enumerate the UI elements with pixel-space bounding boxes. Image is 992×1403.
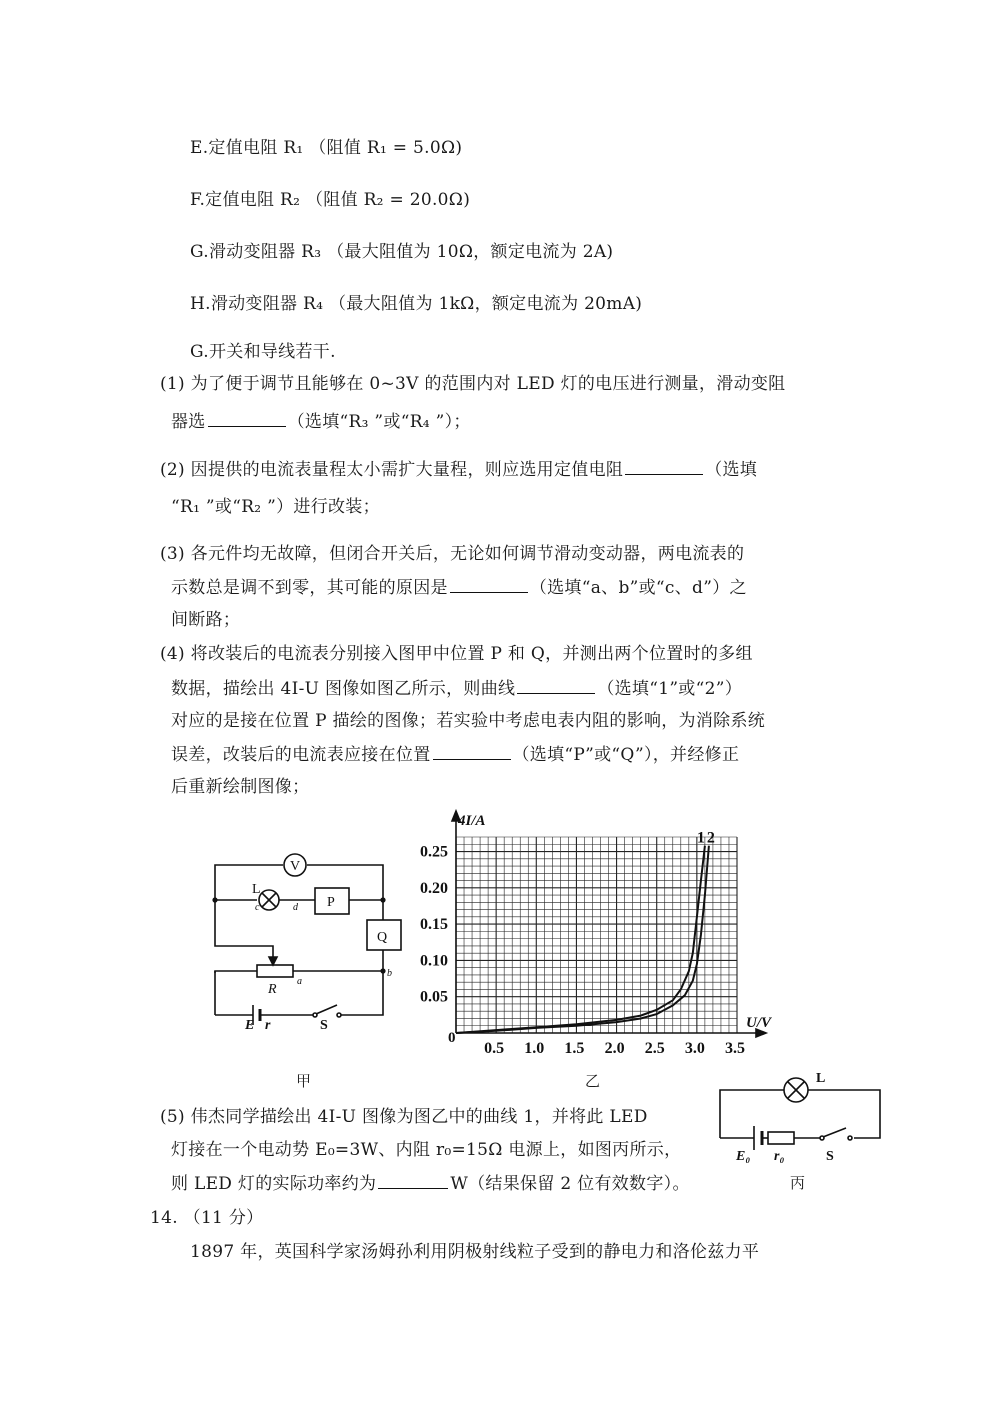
q4-answer-blank-1[interactable] [517, 677, 595, 694]
q5-line3 [171, 1172, 690, 1195]
label-d: d [293, 902, 298, 913]
item-F: F.定值电阻 R₂ （阻值 R₂ = 20.0Ω) [190, 190, 471, 210]
x-tick-label: 0.5 [484, 1040, 505, 1057]
q4-line3: 对应的是接在位置 P 描绘的图像；若实验中考虑电表内阻的影响，为消除系统 [171, 711, 766, 731]
label-E0: E₀ [736, 1149, 751, 1164]
label-a: a [297, 976, 302, 987]
y-tick-label: 0.10 [420, 952, 448, 970]
item-G2: G.开关和导线若干. [190, 342, 336, 362]
caption-jia: 甲 [296, 1072, 312, 1090]
q1-text-a: 器选 [171, 412, 206, 432]
y-tick-label: 0.25 [420, 843, 448, 861]
label-Q: Q [377, 930, 388, 945]
q4-line5: 后重新绘制图像； [171, 777, 310, 797]
q4-line4 [171, 743, 739, 766]
caption-bing: 丙 [790, 1174, 806, 1192]
q2-line1 [160, 458, 757, 481]
q4-text-b: （选填“1”或“2”） [597, 679, 743, 699]
label-V: V [290, 859, 301, 874]
q4-text-d: （选填“P”或“Q”），并经修正 [512, 745, 740, 765]
q4-text-c: 误差，改装后的电流表应接在位置 [171, 745, 431, 765]
q3-text-a: 示数总是调不到零，其可能的原因是 [171, 578, 448, 598]
q3-line1: (3) 各元件均无故障，但闭合开关后，无论如何调节滑动变动器，两电流表的 [160, 544, 745, 564]
q2-line2: “R₁ ”或“R₂ ”）进行改装； [171, 497, 380, 517]
curve-2 [456, 846, 709, 1033]
curve-label-1: 1 [696, 829, 705, 847]
q4-line2 [171, 677, 742, 700]
q4-answer-blank-2[interactable] [433, 743, 511, 760]
item-E: E.定值电阻 R₁ （阻值 R₁ = 5.0Ω) [190, 138, 463, 158]
label-S: S [320, 1018, 328, 1030]
q5-line2: 灯接在一个电动势 E₀=3W、内阻 r₀=15Ω 电源上，如图丙所示， [171, 1140, 682, 1160]
x-tick-label: 2.0 [604, 1040, 625, 1057]
q2-text-b: （选填 [705, 460, 758, 480]
q1-text-b: （选填“R₃ ”或“R₄ ”）； [287, 412, 471, 432]
x-tick-label: 2.5 [644, 1040, 665, 1057]
x-tick-label: 1.0 [524, 1040, 545, 1057]
y-tick-label: 0.20 [420, 879, 448, 897]
q5-text-a: 则 LED 灯的实际功率约为 [171, 1174, 377, 1194]
curve-1 [456, 846, 705, 1033]
q14-heading: 14. （11 分） [150, 1208, 264, 1228]
q1-line1: (1) 为了便于调节且能够在 0~3V 的范围内对 LED 灯的电压进行测量，滑动变阻 [160, 374, 786, 394]
q3-line2 [171, 576, 747, 599]
q3-text-b: （选填“a、b”或“c、d”）之 [529, 578, 747, 598]
x-tick-label: 3.5 [725, 1040, 745, 1057]
circuit-diagram-jia [205, 845, 405, 1030]
item-H: H.滑动变阻器 R₄ （最大阻值为 1kΩ，额定电流为 20mA) [190, 294, 643, 314]
label-L: L [252, 882, 261, 897]
q2-text-a: (2) 因提供的电流表量程太小需扩大量程，则应选用定值电阻 [160, 460, 624, 480]
q3-line3: 间断路； [171, 610, 241, 630]
q1-answer-blank[interactable] [208, 410, 286, 427]
label-r: r [265, 1018, 271, 1030]
x-tick-label: 1.5 [564, 1040, 585, 1057]
chart-4I-U [412, 805, 772, 1060]
q2-answer-blank[interactable] [625, 458, 703, 475]
q4-text-a: 数据，描绘出 4I-U 图像如图乙所示，则曲线 [171, 679, 516, 699]
item-G1: G.滑动变阻器 R₃ （最大阻值为 10Ω，额定电流为 2A) [190, 242, 614, 262]
label-r0: r₀ [774, 1149, 785, 1164]
q4-line1: (4) 将改装后的电流表分别接入图甲中位置 P 和 Q，并测出两个位置时的多组 [160, 644, 753, 664]
label-b: b [387, 968, 392, 979]
q3-answer-blank[interactable] [450, 576, 528, 593]
label-S-bing: S [826, 1149, 834, 1164]
label-L-bing: L [816, 1071, 826, 1086]
curve-label-2: 2 [706, 829, 715, 847]
caption-yi: 乙 [585, 1072, 601, 1090]
label-P: P [327, 895, 335, 910]
label-c: c [255, 902, 260, 913]
label-E: E [245, 1018, 255, 1030]
x-tick-label: 3.0 [684, 1040, 705, 1057]
chart-xlabel: U/V [746, 1015, 772, 1031]
q5-answer-blank[interactable] [378, 1172, 448, 1189]
label-R: R [268, 982, 277, 997]
y-tick-label: 0.15 [420, 916, 448, 934]
q5-line1: (5) 伟杰同学描绘出 4I-U 图像为图乙中的曲线 1，并将此 LED [160, 1107, 648, 1127]
q14-line1: 1897 年，英国科学家汤姆孙利用阴极射线粒子受到的静电力和洛伦兹力平 [190, 1242, 760, 1262]
circuit-diagram-bing [712, 1068, 887, 1168]
q1-line2 [171, 410, 471, 433]
y-tick-label: 0.05 [420, 988, 448, 1006]
chart-ylabel: 4I/A [458, 813, 486, 829]
q5-text-b: W（结果保留 2 位有效数字）。 [450, 1174, 690, 1194]
chart-origin-label: 0 [448, 1030, 456, 1046]
